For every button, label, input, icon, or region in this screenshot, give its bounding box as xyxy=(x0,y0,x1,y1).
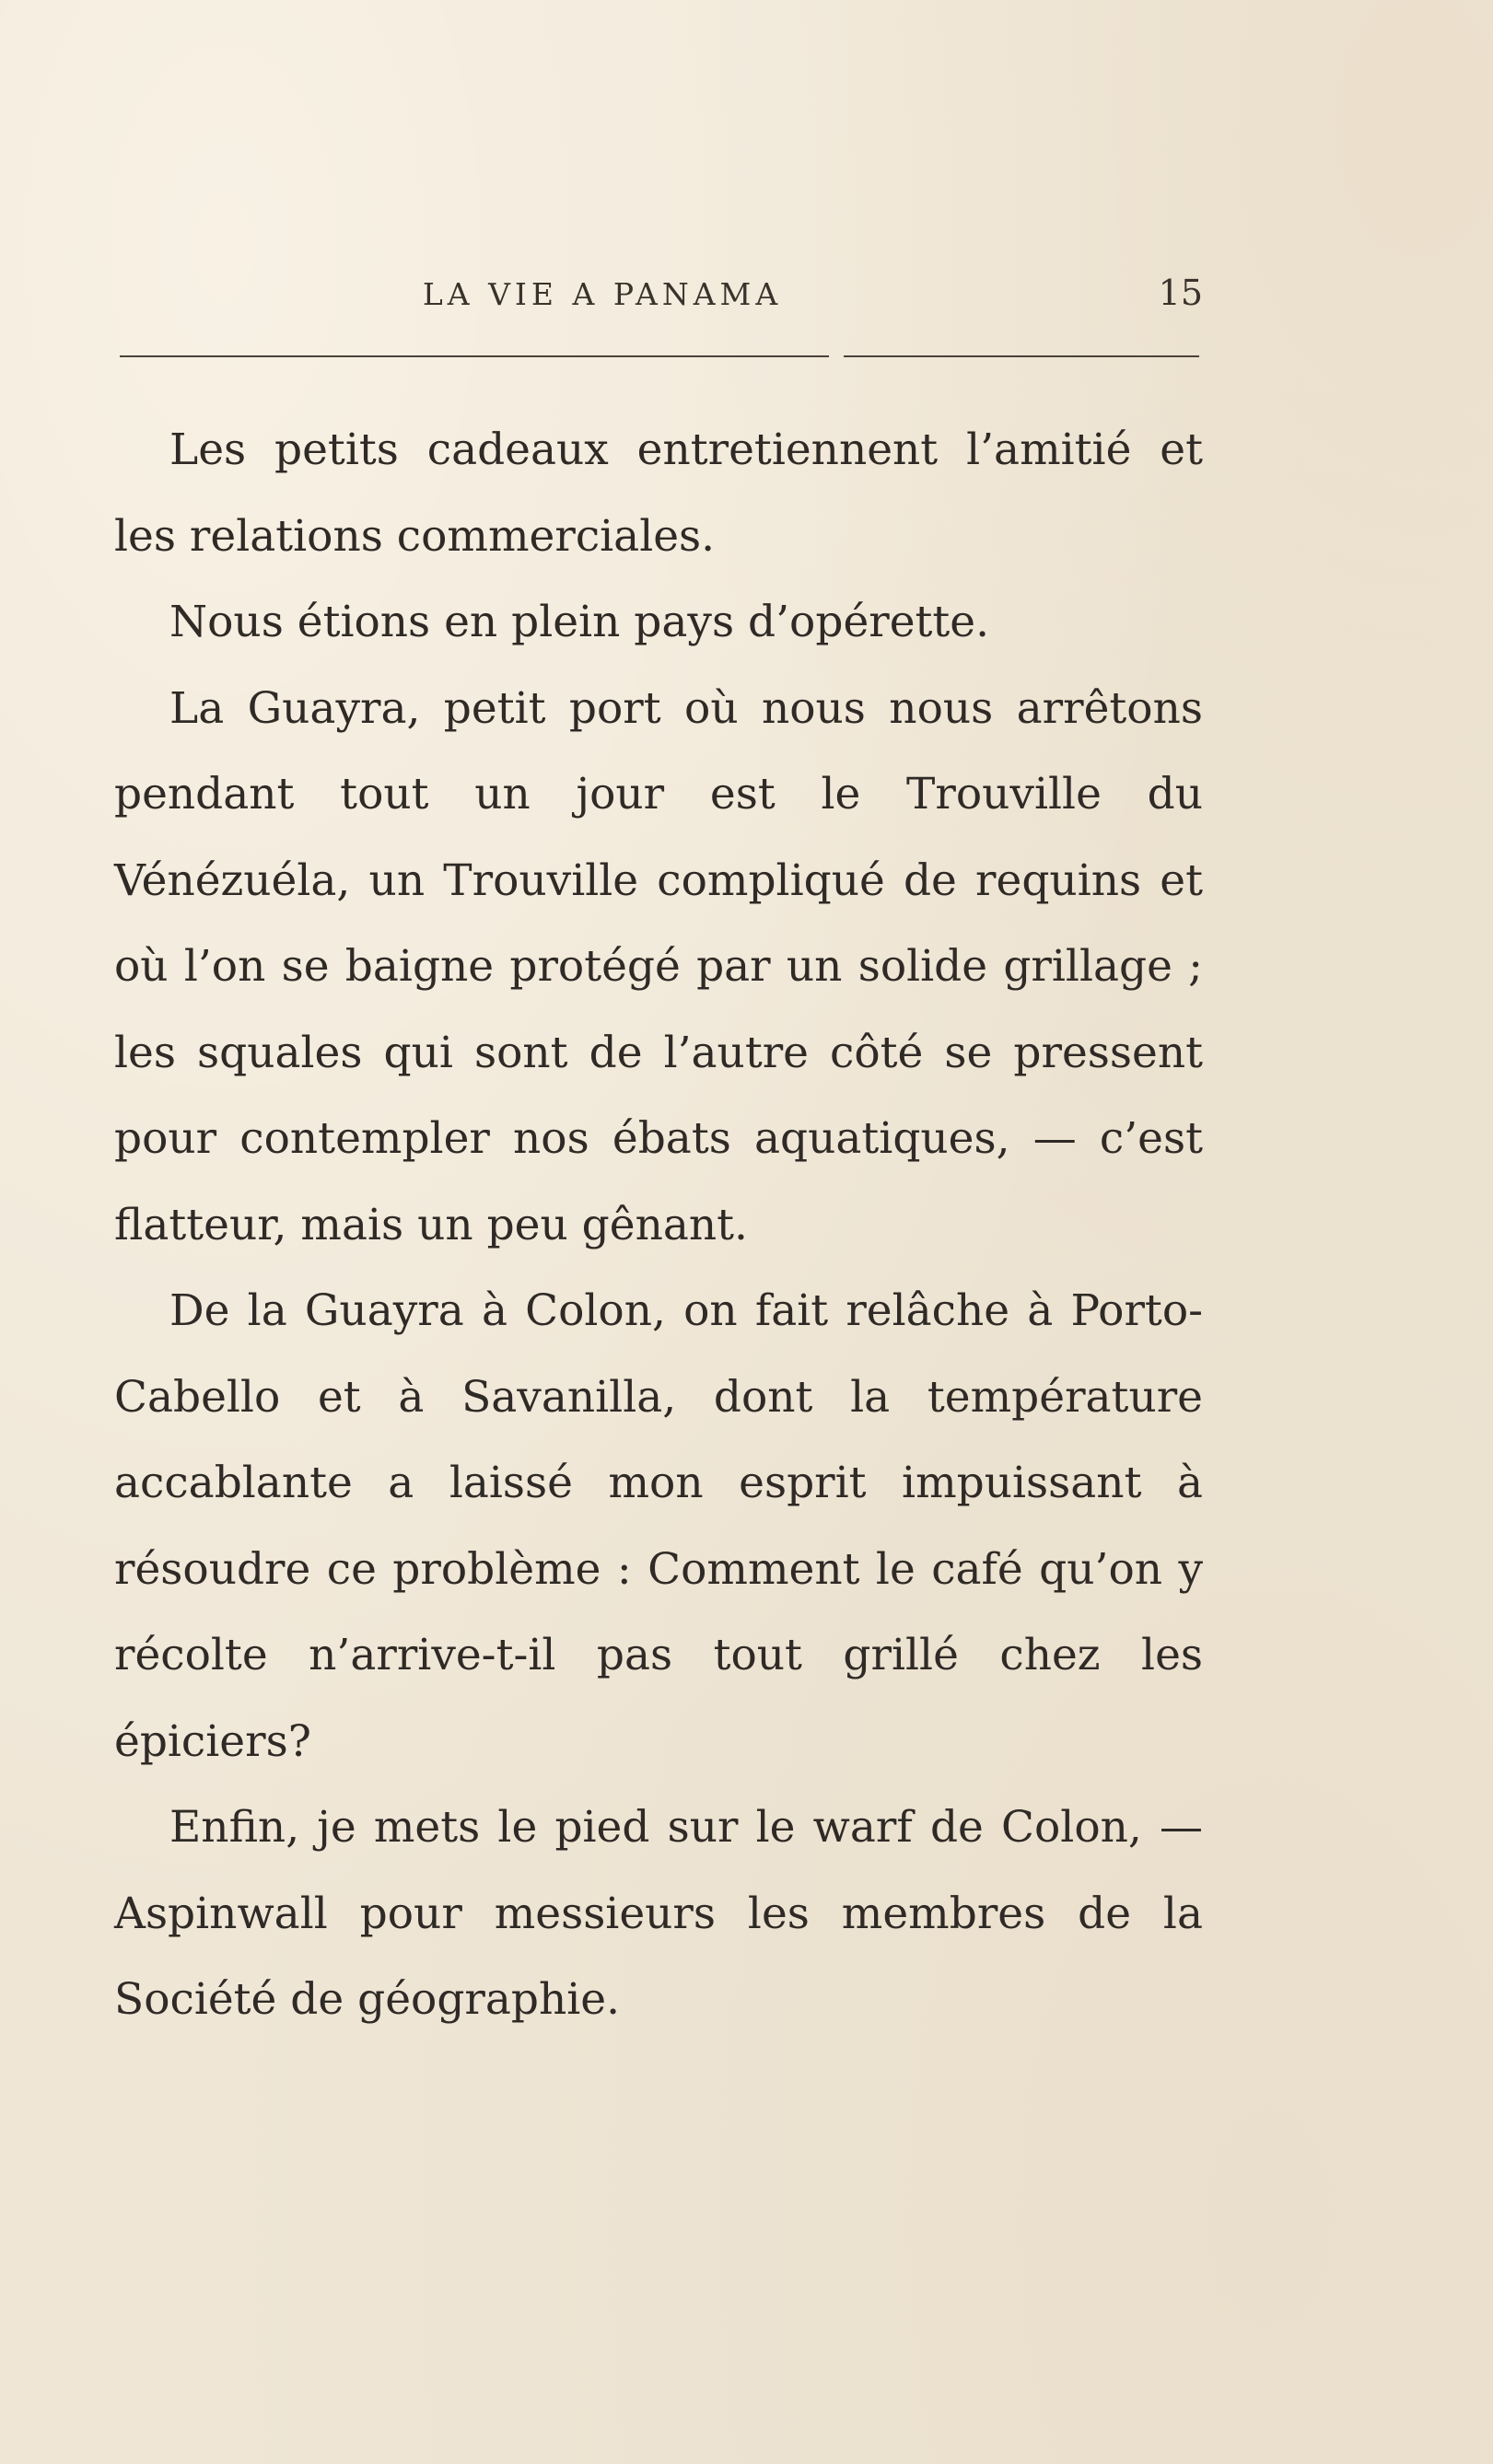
paragraph-4: De la Guayra à Colon, on fait relâche à Porto-Cabello et à Savanilla, dont la température accablante a laissé mon esprit impuissant à résoudre ce problème : Comment le café qu’on y récolte n’arrive-t-il pas tout grillé chez les épiciers? xyxy=(114,1285,1203,1767)
running-title: LA VIE A PANAMA xyxy=(422,276,783,312)
paragraph-3: La Guayra, petit port où nous nous arrêtons pendant tout un jour est le Trouville du Vénézuéla, un Trouville compliqué de requins et où l’on se baigne protégé par un solide grillage ; les squales qui sont de l’autre côté se pressent pour contempler nos ébats aquatiques, — c’est flatteur, mais un peu gênant. xyxy=(114,682,1203,1250)
page-number: 15 xyxy=(1158,273,1203,313)
body-text xyxy=(114,407,1203,2043)
paragraph-5: Enfin, je mets le pied sur le warf de Colon, — Aspinwall pour messieurs les membres de la Société de géographie. xyxy=(114,1802,1203,2025)
header-rule-right xyxy=(844,355,1199,357)
header-rule-left xyxy=(120,355,829,357)
paragraph-1: Les petits cadeaux entretiennent l’amitié et les relations commerciales. xyxy=(114,424,1203,562)
running-head xyxy=(114,273,1203,319)
paragraph-2: Nous étions en plein pays d’opérette. xyxy=(169,597,990,647)
